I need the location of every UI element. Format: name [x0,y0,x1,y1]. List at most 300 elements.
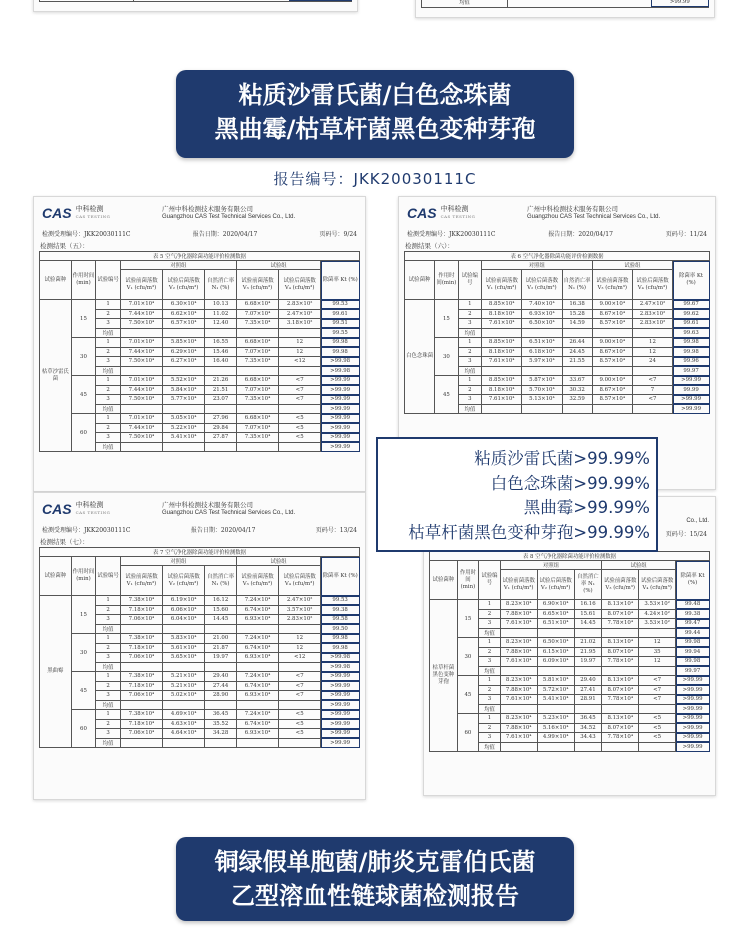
table-cell: 3 [96,653,121,663]
table-cell: 6.74×10⁴ [236,681,278,691]
header-natural: 自然消亡率 N₁ (%) [205,270,237,300]
lab-logo [42,501,110,517]
results-table [404,251,710,414]
table-cell: 7.40×10⁴ [522,300,562,310]
table-cell: 7.35×10⁴ [236,433,278,443]
table-cell: <5 [279,423,321,433]
header-time: 作用时间(min) [71,557,96,596]
table-cell: 3 [96,729,121,739]
table-cell: 5.87×10⁴ [522,376,562,386]
table-cell [639,704,676,714]
table-cell: 7.44×10⁴ [120,423,162,433]
table-cell [120,700,162,710]
table-cell: 2.83×10² [632,309,672,319]
table-cell [500,742,537,752]
table-cell [574,628,602,638]
table-cell: 8.18×10⁴ [482,385,522,395]
table-cell: 99.67 [673,300,710,310]
table-cell: 2 [96,385,121,395]
table-cell: 36.45 [574,714,602,724]
page-number: 页码号：15/24 [665,530,707,538]
table-cell: 4.99×10⁴ [537,733,574,743]
table-cell: 2 [96,309,121,319]
table-cell: >99.99 [676,714,710,724]
table-cell: 5.70×10⁴ [522,385,562,395]
table-cell: 5.21×10⁴ [163,681,205,691]
table-cell: 2 [479,647,501,657]
table-cell [163,442,205,452]
table-cell: 7.07×10⁴ [236,309,278,319]
table-cell: 5.72×10⁴ [537,685,574,695]
table-cell: 2 [96,681,121,691]
header-group-control: 对照组 [482,261,593,270]
table-cell: 8.13×10⁴ [602,638,639,648]
table-cell: 2.83×10² [632,319,672,329]
results-table [39,547,360,748]
table-cell: 4.63×10⁴ [163,719,205,729]
table-cell: 2 [96,719,121,729]
table-cell: 5.02×10⁴ [163,691,205,701]
table-cell: >99.99 [321,442,360,452]
table-cell: 34.43 [574,733,602,743]
sheet-meta [34,523,365,535]
table-cell: 29.40 [205,672,237,682]
table-cell: 1 [96,596,121,606]
table-cell: 8.13×10⁴ [602,600,639,610]
table-cell: 12 [639,638,676,648]
table-cell: 2.47×10² [279,309,321,319]
table-cell: <7 [279,681,321,691]
table-cell: 5.22×10⁴ [163,423,205,433]
table-cell: 8.07×10⁴ [602,647,639,657]
table-cell: 99.38 [321,605,360,615]
table-cell: 8.67×10⁴ [592,309,632,319]
header-before: 试验前菌落数 V₁ (cfu/m³) [120,270,162,300]
header-after: 试验后菌落数 V₂ (cfu/m³) [163,566,205,596]
time-cell: 60 [457,714,479,752]
table-cell: 7.06×10⁴ [120,691,162,701]
results-table [39,251,360,452]
table-cell: 99.97 [673,366,710,376]
table-cell: 99.58 [321,615,360,625]
table-cell: 6.18×10⁴ [522,347,562,357]
table-cell [279,366,321,376]
time-cell: 30 [71,634,96,672]
table-cell: 5.41×10⁴ [537,695,574,705]
sheet-meta [399,227,715,239]
header-no: 试验编号 [479,561,501,600]
table-cell: 1 [458,338,481,348]
header-after: 试验后菌落数 V₂ (cfu/m³) [163,270,205,300]
table-cell: 6.15×10⁴ [537,647,574,657]
table-cell [574,666,602,676]
time-cell: 30 [435,338,458,376]
logo-mark: CAS [42,501,72,517]
table-cell: <5 [279,729,321,739]
table-cell [120,738,162,748]
table-cell: 7.18×10⁴ [120,681,162,691]
table-cell: 12 [279,347,321,357]
report-sheet-partial-right [415,0,715,18]
table-cell [482,366,522,376]
table-cell: <5 [279,719,321,729]
page-number: 页码号：11/24 [665,230,707,238]
table-cell: 1 [479,714,501,724]
table-cell: 6.93×10⁴ [236,691,278,701]
table-cell: >99.99 [673,395,710,405]
table-cell: 15.60 [205,605,237,615]
table-cell: 99.44 [676,628,710,638]
table-cell: 35 [639,647,676,657]
table-cell [500,666,537,676]
table-cell [205,328,237,338]
table-row [40,338,360,348]
table-cell [205,442,237,452]
table-cell [236,738,278,748]
organism-cell: 白色念珠菌 [405,300,435,414]
table-cell: 12 [279,634,321,644]
table-cell: 2 [458,309,481,319]
table-cell: 7.61×10⁴ [482,395,522,405]
table-cell [163,328,205,338]
table-cell: 4.69×10⁴ [163,710,205,720]
header-before-2: 试验前菌落数 V₃ (cfu/m³) [236,270,278,300]
rate-value: >99.99 [651,0,708,7]
table-cell: 7.24×10⁴ [236,710,278,720]
table-cell: 7.61×10⁴ [500,695,537,705]
table-caption: 表 8 空气净化器除菌功能评价检测数据 [430,552,710,561]
banner-line: 黑曲霉/枯草杆菌黑色变种芽孢 [214,115,536,143]
company-en: Co., Ltd. [686,518,709,524]
table-cell: 21.87 [205,643,237,653]
table-cell: 7.24×10⁴ [236,634,278,644]
table-cell: 99.98 [673,338,710,348]
table-cell: 8.85×10⁴ [482,300,522,310]
header-after-2: 试验后菌落数 V₄ (cfu/m³) [279,566,321,596]
table-cell: 99.98 [321,347,360,357]
table-cell: 99.97 [676,666,710,676]
table-cell: 7 [632,385,672,395]
table-cell: 29.84 [205,423,237,433]
table-cell: >99.99 [676,723,710,733]
callout-line: 粘质沙雷氏菌>99.99% [474,449,650,468]
table-cell: 9.00×10⁴ [592,376,632,386]
table-cell [205,366,237,376]
table-cell: 99.48 [676,600,710,610]
table-cell: <12 [279,653,321,663]
table-cell: >99.99 [321,710,360,720]
accept-number: 检测受理编号：JKK20030111C [407,230,496,238]
table-cell: 7.61×10⁴ [500,657,537,667]
table-cell: <7 [279,395,321,405]
logo-en: CAS TESTING [440,214,476,219]
table-cell: 6.27×10⁴ [163,357,205,367]
header-group-test: 试验组 [236,261,320,270]
table-cell: 7.88×10⁴ [500,609,537,619]
report-date: 报告日期：2020/04/17 [192,230,258,238]
table-cell: 3 [96,319,121,329]
table-cell [522,366,562,376]
table-cell [500,704,537,714]
result-title: 检测结果（六）： [405,242,454,250]
results-callout [376,437,658,552]
table-cell: 均值 [458,366,481,376]
table-cell: 7.24×10⁴ [236,596,278,606]
table-cell: <5 [279,414,321,424]
table-cell: >99.99 [321,385,360,395]
report-date: 报告日期：2020/04/17 [548,230,613,238]
table-cell: 6.93×10⁴ [236,729,278,739]
table-cell [120,366,162,376]
table-cell: 99.62 [673,309,710,319]
table-cell [482,328,522,338]
logo-en: CAS TESTING [75,214,111,219]
table-cell: 3 [96,615,121,625]
table-cell: 7.01×10⁴ [120,300,162,310]
header-time: 作用时间(min) [71,261,96,300]
table-row [40,710,360,720]
table-cell [163,366,205,376]
company-en: Guangzhou CAS Test Technical Services Co., Ltd. [162,214,296,220]
table-cell: 均值 [458,328,481,338]
table-cell [163,624,205,634]
callout-line: 黑曲霉>99.99% [523,498,650,517]
table-cell: 8.23×10⁴ [500,676,537,686]
sheet-meta [34,227,365,239]
results-table [429,551,710,752]
table-cell: 9.00×10⁴ [592,338,632,348]
table-cell: 30.32 [562,385,592,395]
logo-cn: 中科检测 [75,501,104,509]
table-cell: 6.57×10⁴ [163,319,205,329]
table-cell: 均值 [458,404,481,414]
table-cell: >99.98 [321,366,360,376]
organism-cell: 黑曲霉 [40,596,72,748]
table-cell: >99.99 [321,433,360,443]
table-cell: 1 [479,600,501,610]
table-cell [236,700,278,710]
table-cell [537,628,574,638]
table-cell: 均值 [96,624,121,634]
table-cell: 21.00 [205,634,237,644]
table-row [405,376,710,386]
table-cell: 99.61 [673,319,710,329]
table-cell: 6.50×10⁴ [522,319,562,329]
table-caption: 表 7 空气净化器除菌功能评价检测数据 [40,548,360,557]
time-cell: 30 [457,638,479,676]
report-number: 报告编号：JKK20030111C [273,170,477,188]
table-cell [602,666,639,676]
table-cell: 99.51 [321,319,360,329]
table-cell: 99.63 [673,328,710,338]
table-cell: 3 [479,733,501,743]
table-cell: 7.50×10⁴ [120,433,162,443]
table-cell: 5.16×10⁴ [537,723,574,733]
table-cell: 15.61 [574,609,602,619]
table-cell: >99.98 [321,653,360,663]
lab-logo [42,205,110,221]
table-cell: 3 [479,657,501,667]
table-cell: 8.13×10⁴ [602,676,639,686]
table-cell: <12 [279,357,321,367]
logo-mark: CAS [407,205,437,221]
logo-en: CAS TESTING [75,510,111,515]
sheet-header [34,493,365,523]
table-cell [500,628,537,638]
organism-cell: 枯草杆菌黑色变种芽孢 [430,600,458,752]
table-cell [562,328,592,338]
table-cell: 6.62×10⁴ [163,309,205,319]
table-cell: 7.44×10⁴ [120,347,162,357]
table-cell: <7 [639,685,676,695]
header-organism: 试验菌种 [40,261,72,300]
table-cell: 19.97 [205,653,237,663]
table-cell: 5.21×10⁴ [163,672,205,682]
table-cell: 6.74×10⁴ [236,719,278,729]
table-cell: 12 [639,657,676,667]
table-cell: 3 [479,619,501,629]
table-cell [574,742,602,752]
table-cell: 7.24×10⁴ [236,672,278,682]
header-group-control: 对照组 [500,561,602,570]
table-cell: 99.98 [676,638,710,648]
table-cell: >99.99 [321,414,360,424]
table-cell: 34.28 [205,729,237,739]
header-natural: 自然消亡率 N₁ (%) [205,566,237,596]
table-cell [522,404,562,414]
table-cell: 6.68×10⁴ [236,376,278,386]
table-cell: 8.18×10⁴ [482,309,522,319]
table-cell: >99.99 [673,404,710,414]
table-cell: 99.50 [321,624,360,634]
table-cell: 2.83×10² [279,615,321,625]
table-cell: 8.57×10⁴ [592,395,632,405]
table-cell: 均值 [479,742,501,752]
accept-number: 检测受理编号：JKK20030111C [42,230,131,238]
table-cell: 16.40 [205,357,237,367]
header-group-control: 对照组 [120,261,236,270]
table-cell: 6.06×10⁴ [163,605,205,615]
table-caption: 表 6 空气净化器除菌功能评价检测数据 [405,252,710,261]
table-cell: 6.04×10⁴ [163,615,205,625]
table-cell: 均值 [96,404,121,414]
table-cell: 16.55 [205,338,237,348]
table-cell: 27.44 [205,681,237,691]
table-cell: 均值 [479,666,501,676]
accept-number: 检测受理编号：JKK20030111C [42,526,131,534]
mean-label [40,0,134,1]
logo-mark: CAS [42,205,72,221]
time-cell: 60 [71,414,96,452]
header-after: 试验后菌落数 V₂ (cfu/m³) [522,270,562,300]
table-cell: 5.81×10⁴ [537,676,574,686]
logo-cn: 中科检测 [440,205,469,213]
table-cell: 3.57×10² [279,605,321,615]
table-cell: >99.99 [321,738,360,748]
time-cell: 45 [435,376,458,414]
table-cell: 27.87 [205,433,237,443]
time-cell: 15 [435,300,458,338]
table-cell: <7 [632,395,672,405]
table-cell: 12 [279,643,321,653]
table-cell [236,624,278,634]
table-cell [163,404,205,414]
table-cell: 7.38×10⁴ [120,634,162,644]
result-title: 检测结果（七）： [40,538,89,546]
table-cell: 21.51 [205,385,237,395]
table-row [40,414,360,424]
table-cell: 6.50×10⁴ [537,638,574,648]
table-cell: >99.99 [321,681,360,691]
table-cell: 6.68×10⁴ [236,300,278,310]
table-cell: 7.88×10⁴ [500,685,537,695]
table-cell: 4.24×10² [639,609,676,619]
title-banner-top [176,70,574,158]
table-cell: 7.01×10⁴ [120,376,162,386]
table-cell: 5.41×10⁴ [163,433,205,443]
table-cell [482,404,522,414]
table-cell: 7.38×10⁴ [120,596,162,606]
table-cell: 12 [632,347,672,357]
table-cell [602,628,639,638]
table-cell: 5.61×10⁴ [163,643,205,653]
table-cell [279,404,321,414]
table-cell: 99.47 [676,619,710,629]
table-cell [163,738,205,748]
report-date: 报告日期：2020/04/17 [190,526,256,534]
table-cell: 99.61 [321,309,360,319]
table-cell: >99.99 [321,423,360,433]
table-cell: 均值 [96,442,121,452]
table-cell: 8.07×10⁴ [602,609,639,619]
table-cell [522,328,562,338]
table-cell: 6.19×10⁴ [163,596,205,606]
header-before: 试验前菌落数 V₁ (cfu/m³) [482,270,522,300]
table-cell: 34.52 [574,723,602,733]
time-cell: 45 [71,672,96,710]
table-cell: 2.83×10² [279,300,321,310]
lab-logo [407,205,475,221]
banner-line: 铜绿假单胞菌/肺炎克雷伯氏菌 [214,848,536,876]
table-cell: 3 [458,357,481,367]
time-cell: 45 [457,676,479,714]
table-cell: 7.01×10⁴ [120,414,162,424]
table-cell: 8.18×10⁴ [482,347,522,357]
header-before: 试验前菌落数 V₁ (cfu/m³) [500,570,537,600]
partial-table-left [39,0,352,2]
table-cell: 27.41 [574,685,602,695]
table-cell: 27.96 [205,414,237,424]
table-cell [279,662,321,672]
table-cell: 6.29×10⁴ [163,347,205,357]
table-cell: 7.01×10⁴ [120,338,162,348]
table-cell [163,700,205,710]
header-rate: 除菌率 Kt (%) [321,557,360,596]
table-cell: 5.23×10⁴ [537,714,574,724]
table-cell [537,742,574,752]
header-before-2: 试验前菌落数 V₃ (cfu/m³) [602,570,639,600]
table-cell: 1 [96,376,121,386]
table-cell [205,624,237,634]
table-cell: 9.00×10⁴ [592,300,632,310]
table-cell: 均值 [96,328,121,338]
header-no: 试验编号 [96,557,121,596]
table-cell: 1 [96,634,121,644]
table-cell: 5.52×10⁴ [163,376,205,386]
mean-label: 均值 [422,0,508,7]
table-cell: <7 [279,376,321,386]
table-cell: 5.65×10⁴ [163,653,205,663]
